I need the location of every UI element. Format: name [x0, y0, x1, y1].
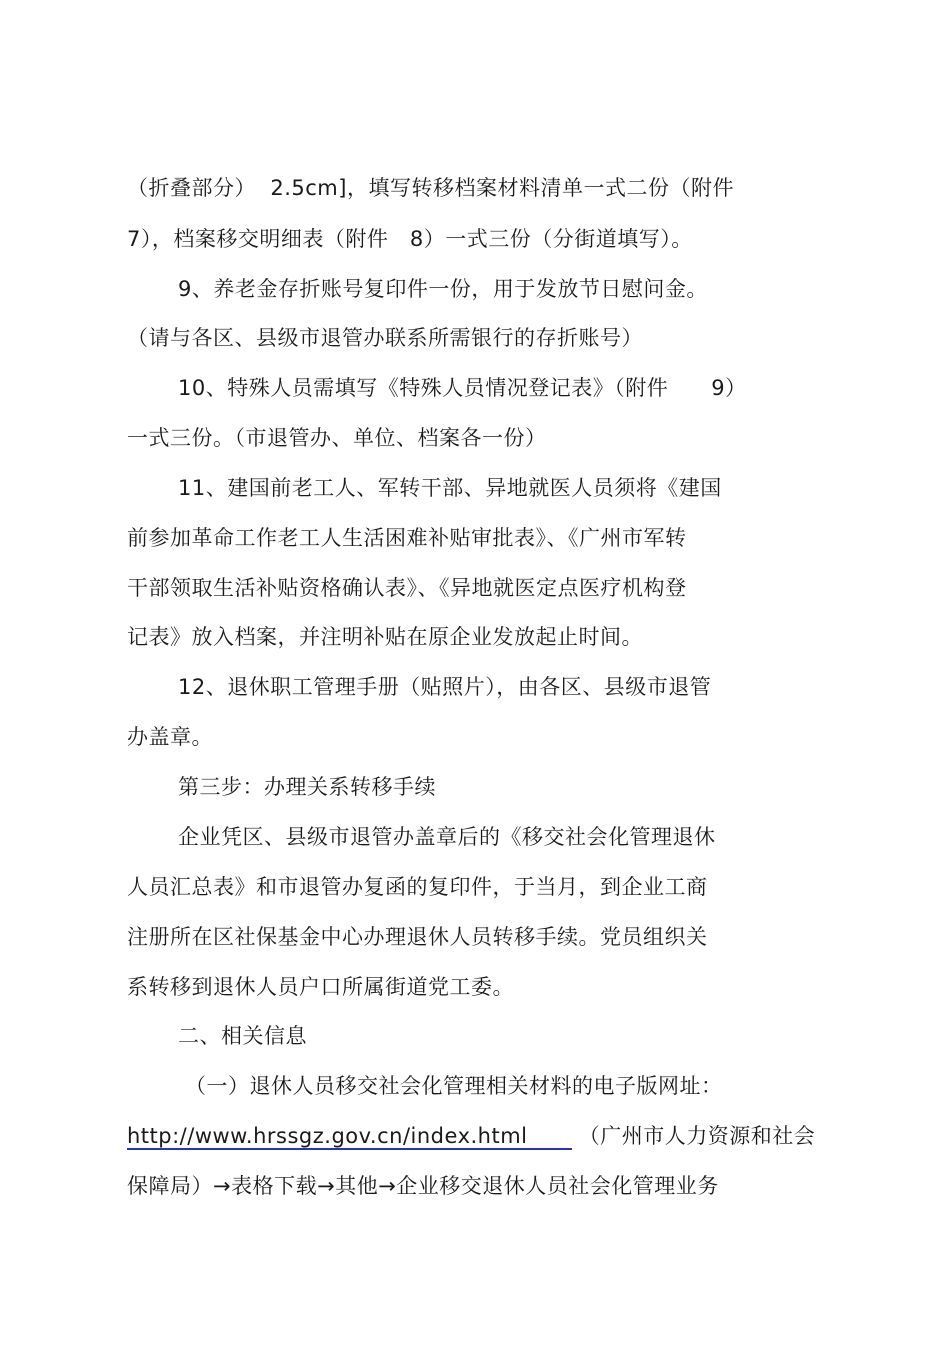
text-line: 人员汇总表》和市退管办复函的复印件，于当月，到企业工商: [127, 875, 708, 899]
text-line: （折叠部分） 2.5cm]，填写转移档案材料清单一式二份（附件: [127, 176, 734, 200]
text-line: 记表》放入档案，并注明补贴在原企业发放起止时间。: [127, 625, 643, 649]
text-line: 9、养老金存折账号复印件一份，用于发放节日慰问金。: [178, 277, 708, 301]
text-line: 11、建国前老工人、军转干部、异地就医人员须将《建国: [178, 476, 722, 500]
website-link[interactable]: http://www.hrssgz.gov.cn/index.html: [127, 1124, 572, 1150]
text-line: 干部领取生活补贴资格确认表》、《异地就医定点医疗机构登: [127, 576, 687, 600]
text-line: 一式三份。（市退管办、单位、档案各一份）: [127, 426, 547, 450]
text-line: 注册所在区社保基金中心办理退休人员转移手续。党员组织关: [127, 925, 708, 949]
text-line: （请与各区、县级市退管办联系所需银行的存折账号）: [127, 326, 643, 350]
section-heading: 第三步：办理关系转移手续: [178, 775, 436, 799]
text-line: 保障局）→表格下载→其他→企业移交退休人员社会化管理业务: [127, 1174, 719, 1198]
text-line: （一）退休人员移交社会化管理相关材料的电子版网址：: [185, 1074, 723, 1098]
url-line: [127, 1121, 815, 1151]
url-description: （广州市人力资源和社会: [571, 1124, 816, 1148]
text-line: 企业凭区、县级市退管办盖章后的《移交社会化管理退休: [178, 825, 716, 849]
text-line: 10、特殊人员需填写《特殊人员情况登记表》（附件 9）: [178, 376, 747, 400]
text-line: 12、退休职工管理手册（贴照片），由各区、县级市退管: [178, 675, 712, 699]
text-line: 7），档案移交明细表（附件 8）一式三份（分街道填写）。: [127, 227, 693, 251]
section-heading: 二、相关信息: [178, 1024, 307, 1048]
text-line: 办盖章。: [127, 725, 213, 749]
text-line: 系转移到退休人员户口所属街道党工委。: [127, 975, 514, 999]
text-line: 前参加革命工作老工人生活困难补贴审批表》、《广州市军转: [127, 526, 687, 550]
